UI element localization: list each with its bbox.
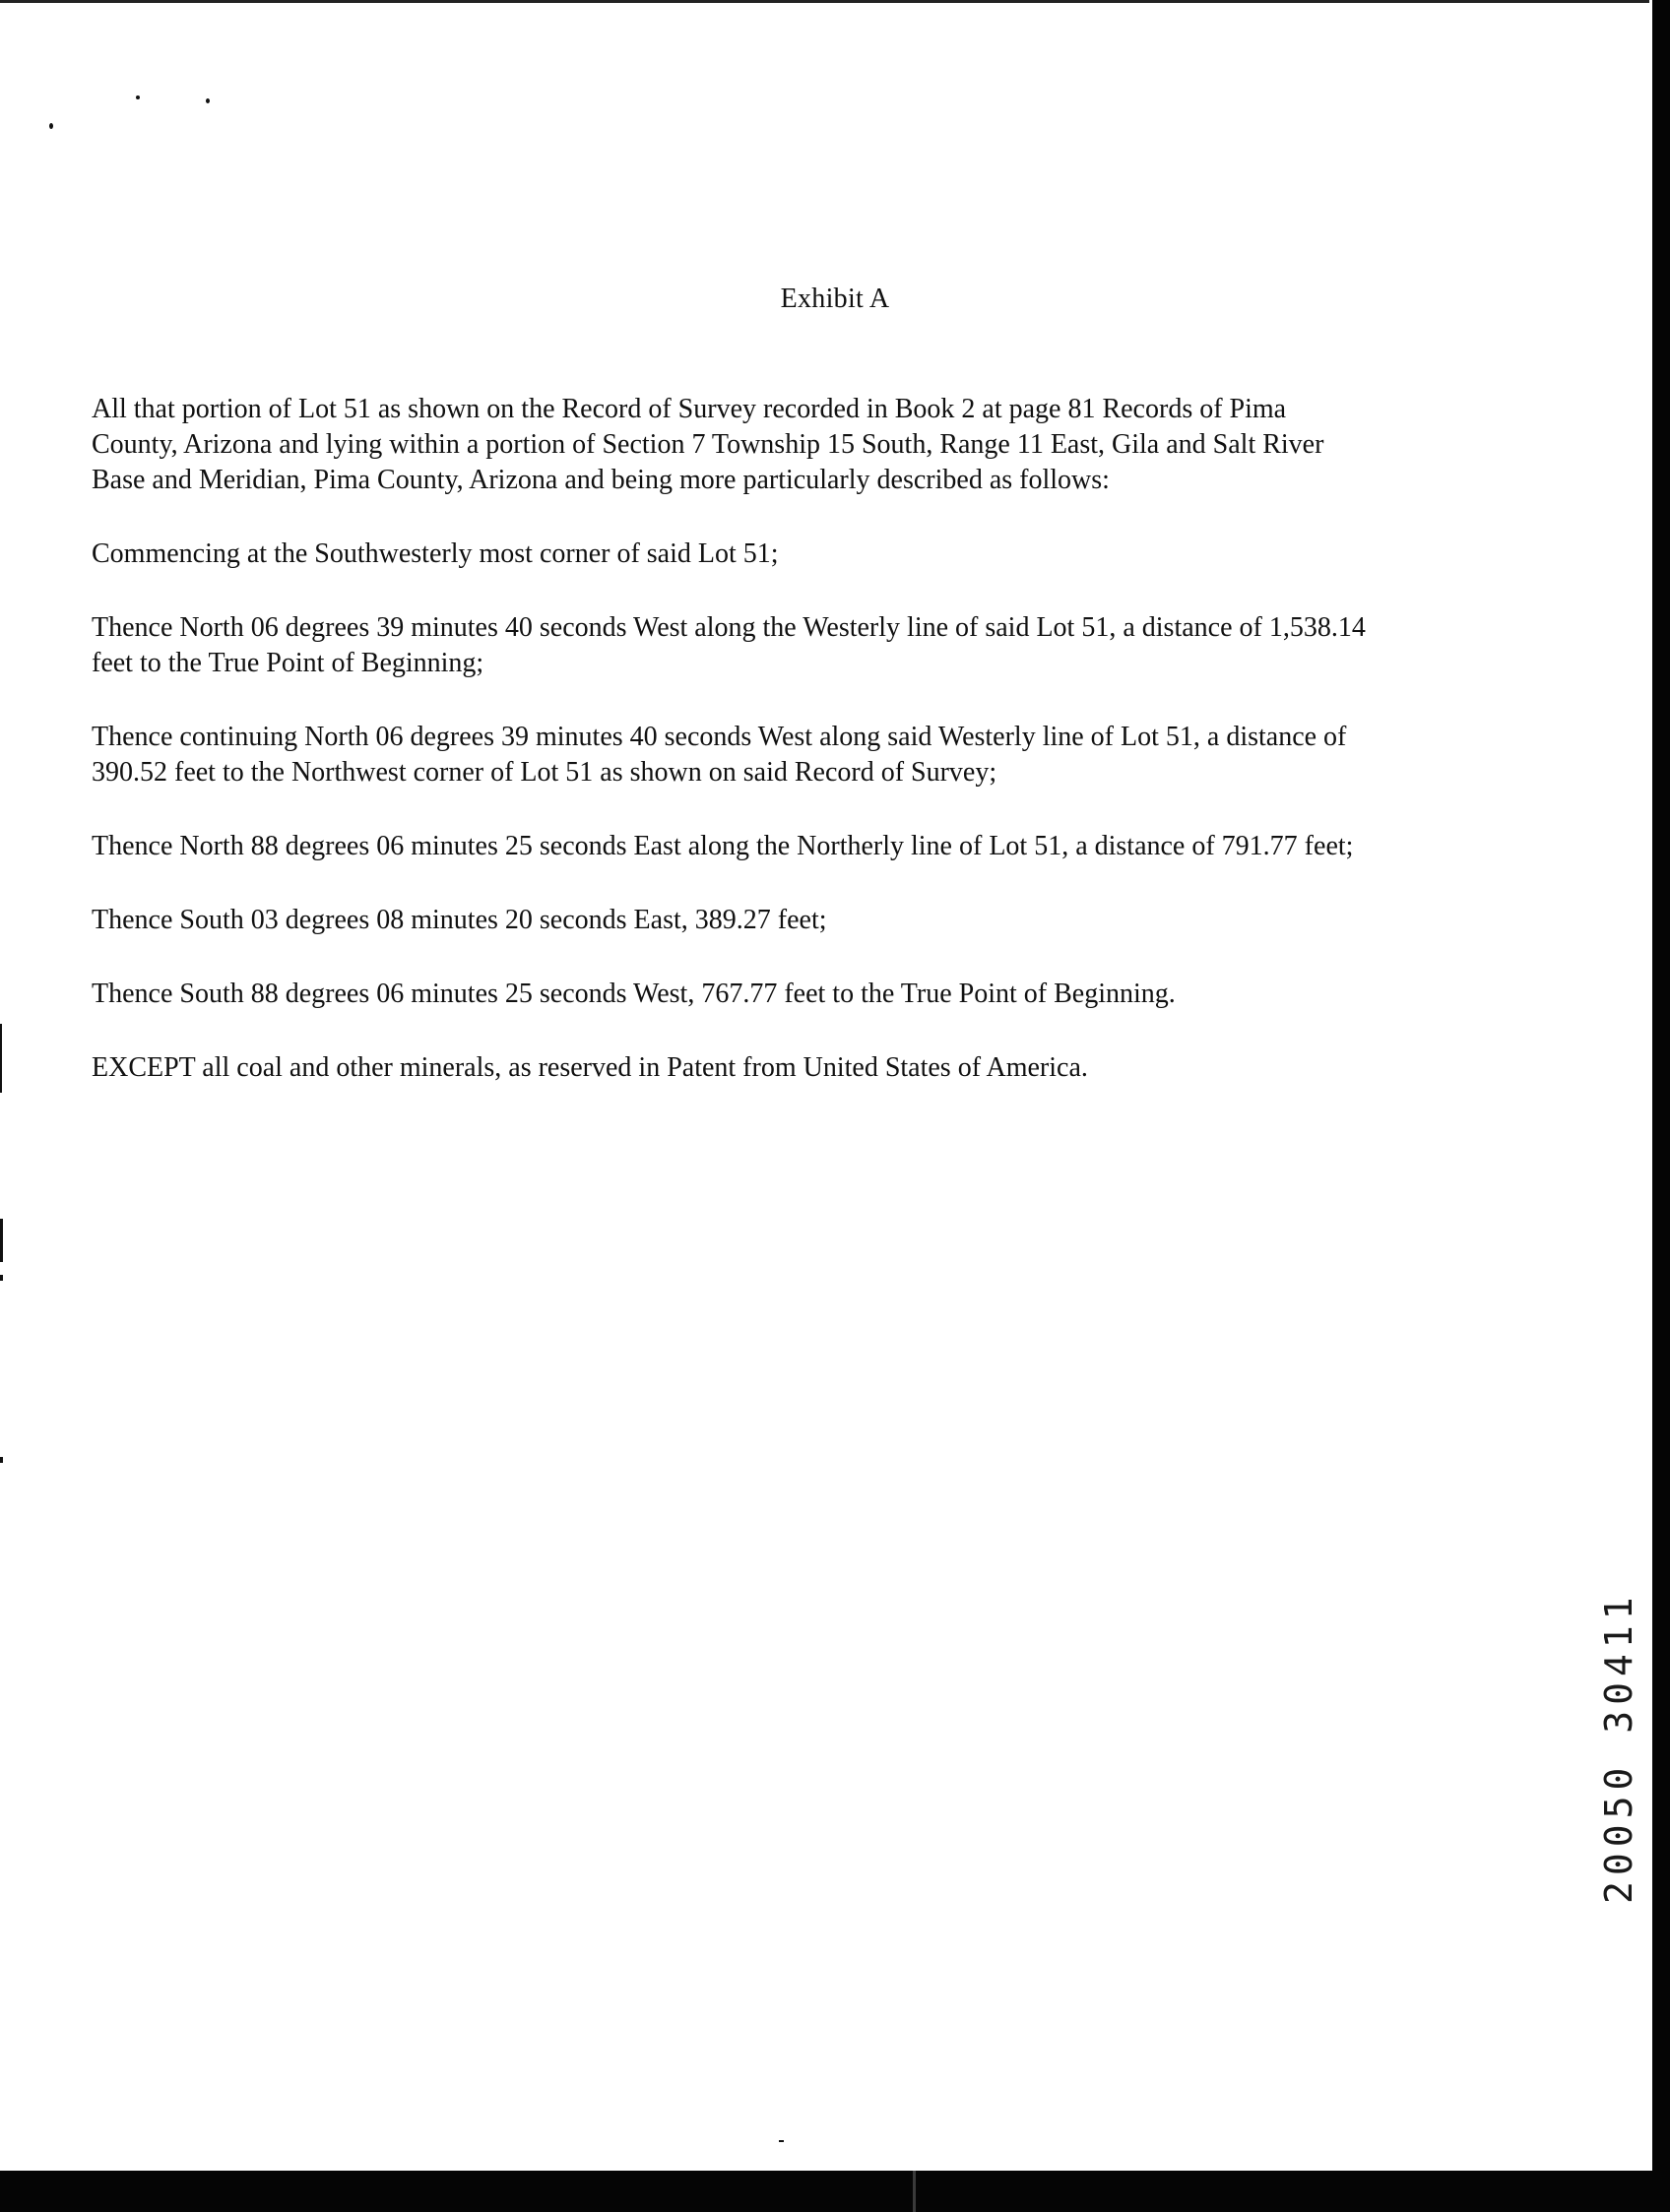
scan-top-edge — [0, 0, 1670, 3]
scan-left-mark — [0, 1275, 3, 1281]
course-paragraph: Thence continuing North 06 degrees 39 minutes 40 seconds West along said Westerly line of Lot 51, a distance of 390.52 feet to the Northwest corner of Lot 51 as shown on said Record of Survey; — [92, 722, 1347, 788]
scan-speck — [136, 95, 140, 99]
scan-left-mark — [0, 1240, 3, 1262]
description-intro-paragraph: All that portion of Lot 51 as shown on the Record of Survey recorded in Book 2 at page 81 Records of Pima County, Arizona and lying within a portion of Section 7 Township 15 South, Range 11 East, Gila and Salt River Base and Meridian, Pima County, Arizona and being more particularly described as follows: — [92, 394, 1324, 495]
course-paragraph: Thence North 88 degrees 06 minutes 25 seconds East along the Northerly line of Lot 51, a distance of 791.77 feet; — [92, 831, 1354, 861]
course-paragraph: Thence South 88 degrees 06 minutes 25 seconds West, 767.77 feet to the True Point of Beginning. — [92, 979, 1176, 1009]
scan-bottom-gap — [913, 2171, 916, 2212]
scan-speck — [206, 98, 210, 103]
commencing-paragraph: Commencing at the Southwesterly most corner of said Lot 51; — [92, 538, 779, 569]
scan-left-mark — [0, 1024, 2, 1093]
scan-right-border — [1652, 0, 1670, 2212]
exception-paragraph: EXCEPT all coal and other minerals, as reserved in Patent from United States of America. — [92, 1052, 1088, 1083]
recording-number: 20050 30411 — [1597, 1591, 1640, 1904]
recording-stamp — [1596, 1565, 1640, 1905]
scan-left-mark — [0, 1457, 3, 1463]
course-paragraph: Thence North 06 degrees 39 minutes 40 seconds West along the Westerly line of said Lot 51, a distance of 1,538.14 feet to the True Point of Beginning; — [92, 612, 1366, 678]
legal-description — [92, 392, 1578, 1086]
exhibit-title: Exhibit A — [780, 284, 890, 314]
scan-speck — [779, 2140, 784, 2142]
course-paragraph: Thence South 03 degrees 08 minutes 20 seconds East, 389.27 feet; — [92, 905, 827, 935]
scan-speck — [49, 123, 53, 129]
scan-bottom-border — [0, 2171, 1670, 2212]
